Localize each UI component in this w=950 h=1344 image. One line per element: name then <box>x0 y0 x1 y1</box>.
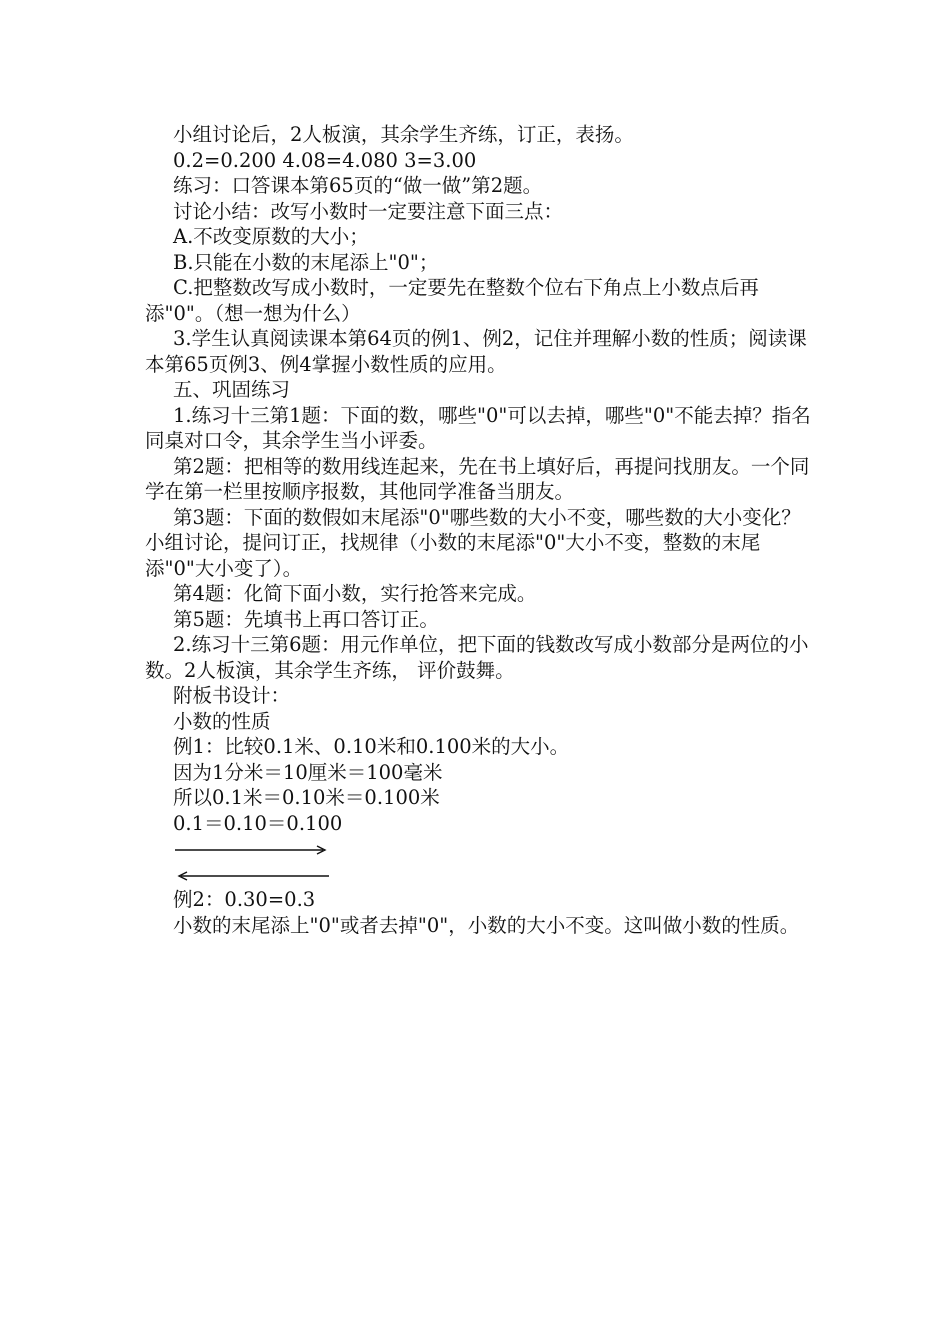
paragraph-exercise-6: 2.练习十三第6题：用元作单位，把下面的钱数改写成小数部分是两位的小数。2人板演，其余学生齐练， 评价鼓舞。 <box>145 633 809 682</box>
board-therefore: 所以0.1米＝0.10米＝0.100米 <box>173 786 440 809</box>
paragraph-equations: 0.2=0.200 4.08=4.080 3=3.00 <box>173 148 477 172</box>
paragraph-point-a: A.不改变原数的大小； <box>173 225 369 248</box>
paragraph-board-design: 附板书设计： <box>173 684 291 707</box>
section-heading-practice: 五、巩固练习 <box>173 378 291 401</box>
board-because: 因为1分米＝10厘米＝100毫米 <box>173 760 443 784</box>
board-conclusion: 小数的末尾添上"0"或者去掉"0"，小数的大小不变。这叫做小数的性质。 <box>173 913 800 937</box>
paragraph-group-discussion: 小组讨论后，2人板演，其余学生齐练，订正，表扬。 <box>173 123 634 146</box>
board-example-2: 例2：0.30=0.3 <box>173 888 316 911</box>
board-title: 小数的性质 <box>173 709 271 733</box>
board-equation: 0.1＝0.10＝0.100 <box>173 811 343 835</box>
left-arrow-icon <box>173 862 333 888</box>
paragraph-exercise-1: 1.练习十三第1题：下面的数，哪些"0"可以去掉，哪些"0"不能去掉？指名同桌对口令，其余学生当小评委。 <box>145 403 811 452</box>
board-example-1: 例1：比较0.1米、0.10米和0.100米的大小。 <box>173 735 570 758</box>
paragraph-exercise-3: 第3题：下面的数假如末尾添"0"哪些数的大小不变，哪些数的大小变化？小组讨论，提问订正，找规律（小数的末尾添"0"大小不变，整数的末尾添"0"大小变了）。 <box>145 505 801 580</box>
paragraph-exercise-4: 第4题：化简下面小数，实行抢答来完成。 <box>173 582 537 605</box>
paragraph-exercise-2: 第2题：把相等的数用线连起来，先在书上填好后，再提问找朋友。一个同学在第一栏里按顺序报数，其他同学准备当朋友。 <box>145 454 810 503</box>
document-body <box>145 122 817 938</box>
right-arrow-icon <box>173 836 333 862</box>
paragraph-summary: 讨论小结：改写小数时一定要注意下面三点： <box>173 199 564 223</box>
paragraph-reading: 3.学生认真阅读课本第64页的例1、例2，记住并理解小数的性质；阅读课本第65页例3、例4掌握小数性质的应用。 <box>145 327 807 376</box>
paragraph-point-c: C.把整数改写成小数时，一定要先在整数个位右下角点上小数点后再添"0"。（想一想为什么） <box>145 276 759 325</box>
paragraph-exercise-5: 第5题：先填书上再口答订正。 <box>173 607 439 631</box>
paragraph-point-b: B.只能在小数的末尾添上"0"； <box>173 250 439 274</box>
paragraph-exercise: 练习：口答课本第65页的“做一做”第2题。 <box>173 174 543 197</box>
